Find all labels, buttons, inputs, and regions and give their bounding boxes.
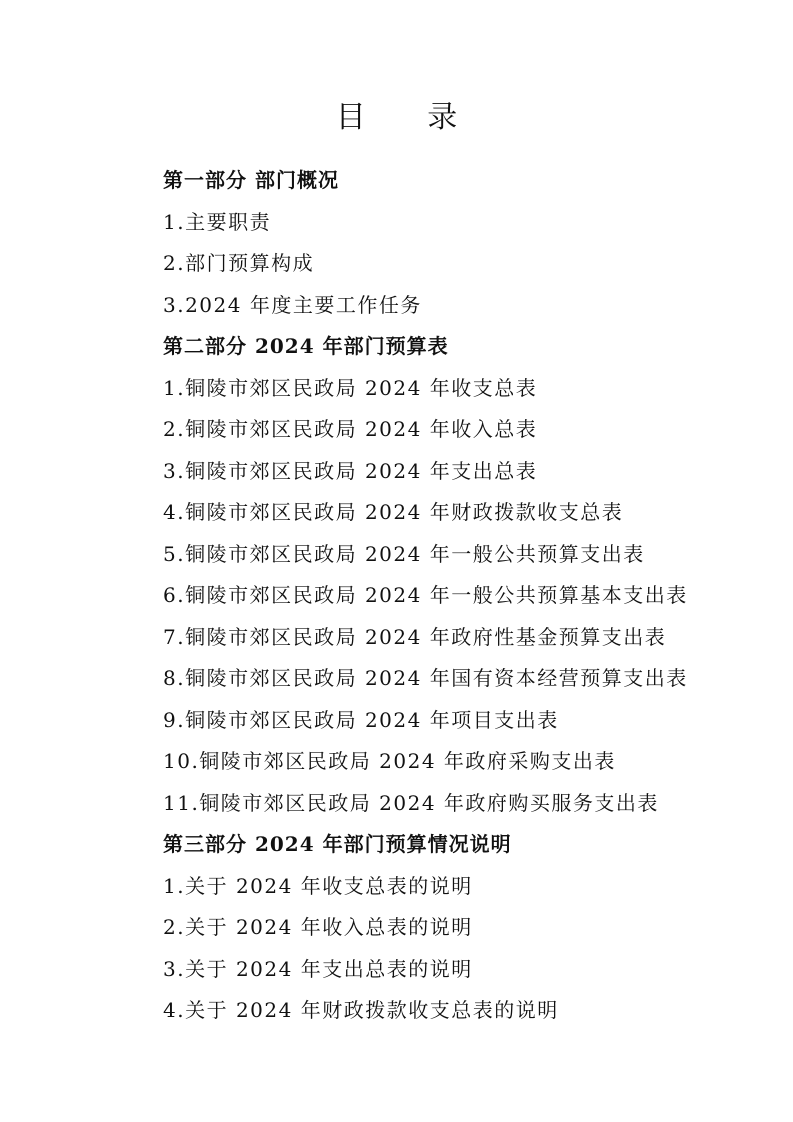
toc-item: 7.铜陵市郊区民政局 2024 年政府性基金预算支出表 (163, 624, 667, 649)
toc-item: 1.主要职责 (163, 209, 272, 234)
toc-item: 11.铜陵市郊区民政局 2024 年政府购买服务支出表 (163, 790, 659, 815)
toc-item: 2.铜陵市郊区民政局 2024 年收入总表 (163, 417, 538, 441)
toc-item: 2.关于 2024 年收入总表的说明 (163, 915, 473, 939)
table-of-contents (163, 160, 763, 1032)
page-title: 目 录 (335, 100, 484, 135)
toc-item: 6.铜陵市郊区民政局 2024 年一般公共预算基本支出表 (163, 583, 688, 607)
toc-item: 3.2024 年度主要工作任务 (163, 292, 422, 317)
section-heading-part-3: 第三部分 2024 年部门预算情况说明 (163, 832, 512, 856)
toc-item: 8.铜陵市郊区民政局 2024 年国有资本经营预算支出表 (163, 666, 688, 690)
section-heading-part-2: 第二部分 2024 年部门预算表 (163, 334, 449, 358)
toc-item: 10.铜陵市郊区民政局 2024 年政府采购支出表 (163, 749, 616, 773)
toc-item: 1.铜陵市郊区民政局 2024 年收支总表 (163, 375, 538, 400)
toc-item: 5.铜陵市郊区民政局 2024 年一般公共预算支出表 (163, 541, 645, 566)
toc-item: 4.铜陵市郊区民政局 2024 年财政拨款收支总表 (163, 500, 624, 524)
toc-item: 3.铜陵市郊区民政局 2024 年支出总表 (163, 458, 538, 483)
toc-item: 9.铜陵市郊区民政局 2024 年项目支出表 (163, 707, 559, 732)
toc-item: 3.关于 2024 年支出总表的说明 (163, 956, 473, 981)
toc-item: 2.部门预算构成 (163, 251, 315, 275)
section-heading-part-1: 第一部分 部门概况 (163, 168, 339, 192)
toc-item: 4.关于 2024 年财政拨款收支总表的说明 (163, 998, 559, 1022)
toc-item: 1.关于 2024 年收支总表的说明 (163, 873, 473, 898)
